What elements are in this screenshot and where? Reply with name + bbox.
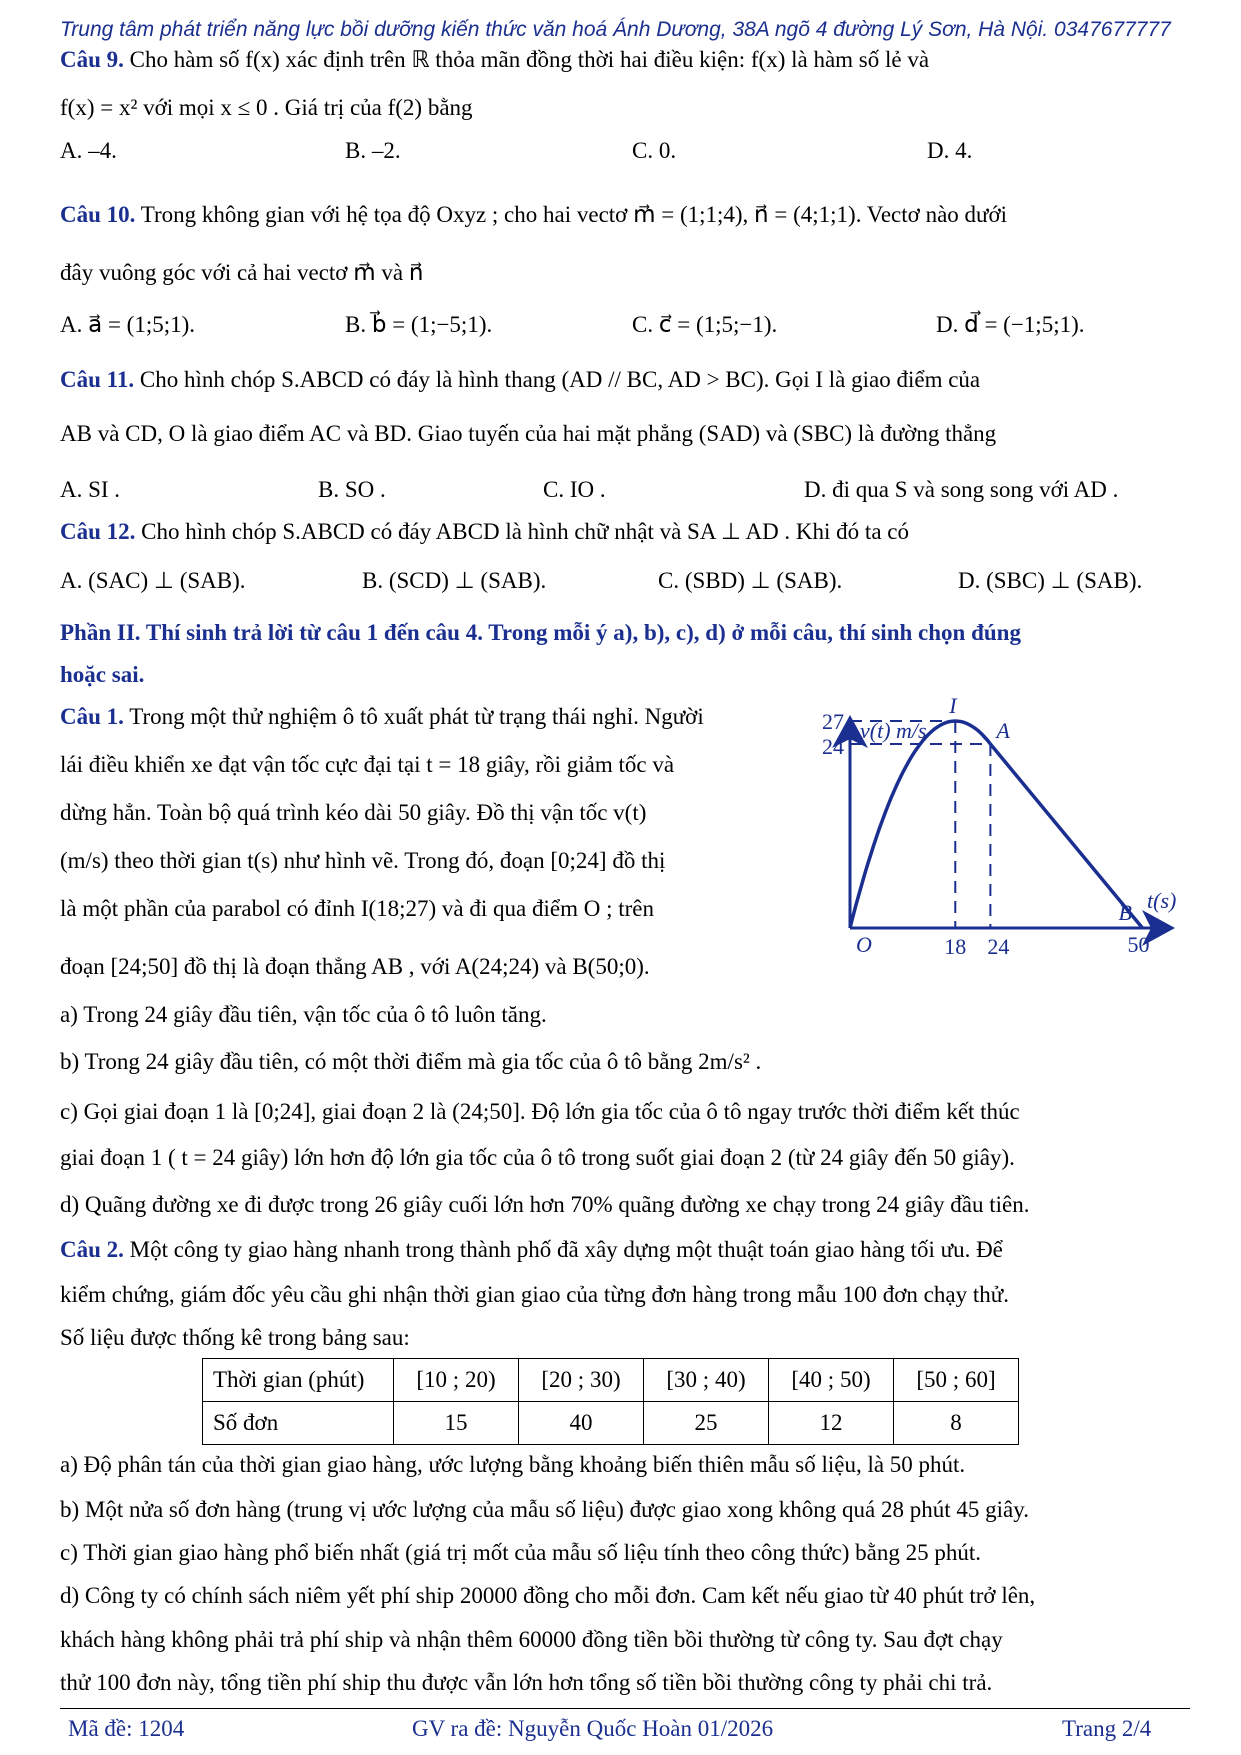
q10-option-c: C. c⃗ = (1;5;−1). — [632, 312, 778, 337]
table-cell: 15 — [394, 1402, 519, 1445]
q12-option-b: B. (SCD) ⊥ (SAB). — [362, 568, 547, 593]
point-i-label: I — [949, 693, 957, 718]
footer-exam-code: Mã đề: 1204 — [68, 1716, 185, 1741]
q10-option-a: A. a⃗ = (1;5;1). — [60, 312, 196, 337]
q12-line1 — [60, 517, 909, 547]
p2q1-label: Câu 1. — [60, 704, 124, 729]
table-header-cell: [20 ; 30) — [519, 1359, 644, 1402]
q9-option-a: A. –4. — [60, 138, 117, 163]
q11-option-d: D. đi qua S và song song với AD . — [804, 477, 1119, 502]
q10-label: Câu 10. — [60, 202, 136, 227]
p2q1-line4: (m/s) theo thời gian t(s) như hình vẽ. Trong đó, đoạn [0;24] đồ thị — [60, 848, 666, 873]
q11-text1: Cho hình chóp S.ABCD có đáy là hình thang (AD // BC, AD > BC). Gọi I là giao điểm của — [134, 367, 981, 392]
table-row — [203, 1402, 1019, 1445]
q12-option-a: A. (SAC) ⊥ (SAB). — [60, 568, 246, 593]
table-cell: 25 — [644, 1402, 769, 1445]
q10-option-d: D. d⃗ = (−1;5;1). — [936, 312, 1085, 337]
q11-line1 — [60, 365, 980, 395]
p2q2-item-b: b) Một nửa số đơn hàng (trung vị ước lượng của mẫu số liệu) được giao xong không quá 28 phút 45 giây. — [60, 1497, 1029, 1522]
q10-text1: Trong không gian với hệ tọa độ Oxyz ; cho hai vectơ m⃗ = (1;1;4), n⃗ = (4;1;1). Vectơ nào dưới — [135, 202, 1008, 227]
point-a-label: A — [996, 718, 1010, 743]
p2q1-item-a: a) Trong 24 giây đầu tiên, vận tốc của ô tô luôn tăng. — [60, 1002, 547, 1027]
graph-y-label: v(t) m/s — [860, 718, 927, 743]
part2-heading-line2: hoặc sai. — [60, 662, 145, 687]
point-b-label: B — [1118, 900, 1132, 925]
q10-option-b: B. b⃗ = (1;−5;1). — [345, 312, 493, 337]
table-header-cell: [10 ; 20) — [394, 1359, 519, 1402]
q11-label: Câu 11. — [60, 367, 135, 392]
footer-divider — [60, 1708, 1190, 1709]
table-header-cell: [30 ; 40) — [644, 1359, 769, 1402]
q9-option-b: B. –2. — [345, 138, 401, 163]
q12-option-c: C. (SBD) ⊥ (SAB). — [658, 568, 843, 593]
tick-label-50: 50 — [1127, 932, 1150, 957]
parabola-segment — [850, 721, 990, 928]
graph-x-label: t(s) — [1147, 888, 1177, 913]
q11-option-c: C. IO . — [543, 477, 606, 502]
p2q2-text1: Một công ty giao hàng nhanh trong thành phố đã xây dựng một thuật toán giao hàng tối ưu. Để — [123, 1237, 1003, 1262]
q11-option-b: B. SO . — [318, 477, 386, 502]
p2q2-item-c: c) Thời gian giao hàng phổ biến nhất (giá trị mốt của mẫu số liệu tính theo công thức) bằng 25 phút. — [60, 1540, 981, 1565]
p2q1-line5: là một phần của parabol có đỉnh I(18;27) và đi qua điểm O ; trên — [60, 896, 654, 921]
tick-label-x24: 24 — [987, 934, 1010, 959]
footer-page-number: Trang 2/4 — [1062, 1716, 1152, 1741]
tick-label-18: 18 — [944, 934, 967, 959]
q9-line2: f(x) = x² với mọi x ≤ 0 . Giá trị của f(2) bằng — [60, 95, 473, 120]
q10-line2: đây vuông góc với cả hai vectơ m⃗ và n⃗ — [60, 260, 424, 285]
p2q2-line2: kiểm chứng, giám đốc yêu cầu ghi nhận thời gian giao của từng đơn hàng trong mẫu 100 đơn chạy thử. — [60, 1282, 1009, 1307]
p2q1-line1 — [60, 702, 704, 732]
q12-text1: Cho hình chóp S.ABCD có đáy ABCD là hình chữ nhật và SA ⊥ AD . Khi đó ta có — [135, 519, 909, 544]
p2q1-line3: dừng hẳn. Toàn bộ quá trình kéo dài 50 giây. Đồ thị vận tốc v(t) — [60, 800, 647, 825]
q9-option-d: D. 4. — [927, 138, 973, 163]
table-row — [203, 1359, 1019, 1402]
q9-line1 — [60, 45, 929, 75]
table-cell: 12 — [769, 1402, 894, 1445]
p2q1-item-c2: giai đoạn 1 ( t = 24 giây) lớn hơn độ lớn gia tốc của ô tô trong suốt giai đoạn 2 (từ 24 giây đến 50 giây). — [60, 1145, 1015, 1170]
q12-option-d: D. (SBC) ⊥ (SAB). — [958, 568, 1143, 593]
p2q2-item-d1: d) Công ty có chính sách niêm yết phí ship 20000 đồng cho mỗi đơn. Cam kết nếu giao từ 40 phút trở lên, — [60, 1583, 1036, 1608]
table-header-cell: [40 ; 50) — [769, 1359, 894, 1402]
q9-label: Câu 9. — [60, 47, 124, 72]
page-header: Trung tâm phát triển năng lực bồi dưỡng kiến thức văn hoá Ánh Dương, 38A ngõ 4 đường Lý Sơn, Hà Nội. 0347677777 — [60, 18, 1171, 41]
table-cell: 40 — [519, 1402, 644, 1445]
p2q2-item-a: a) Độ phân tán của thời gian giao hàng, ước lượng bằng khoảng biến thiên mẫu số liệu, là 50 phút. — [60, 1452, 966, 1477]
tick-label-27: 27 — [822, 709, 844, 734]
q11-option-a: A. SI . — [60, 477, 121, 502]
p2q1-item-b: b) Trong 24 giây đầu tiên, có một thời điểm mà gia tốc của ô tô bằng 2m/s² . — [60, 1049, 762, 1074]
p2q1-item-d: d) Quãng đường xe đi được trong 26 giây cuối lớn hơn 70% quãng đường xe chạy trong 24 giây đầu tiên. — [60, 1192, 1030, 1217]
table-cell: 8 — [894, 1402, 1019, 1445]
q9-text1: Cho hàm số f(x) xác định trên ℝ thỏa mãn đồng thời hai điều kiện: f(x) là hàm số lẻ và — [123, 47, 930, 72]
q12-label: Câu 12. — [60, 519, 136, 544]
part2-heading-line1: Phần II. Thí sinh trả lời từ câu 1 đến câu 4. Trong mỗi ý a), b), c), d) ở mỗi câu, thí sinh chọn đúng — [60, 620, 1021, 645]
p2q1-line2: lái điều khiển xe đạt vận tốc cực đại tại t = 18 giây, rồi giảm tốc và — [60, 752, 675, 777]
table-header-cell: Thời gian (phút) — [203, 1359, 394, 1402]
frequency-table — [202, 1358, 1019, 1445]
p2q2-item-d2: khách hàng không phải trả phí ship và nhận thêm 60000 đồng tiền bồi thường từ công ty. Sau đợt chạy — [60, 1627, 1003, 1652]
p2q2-line3: Số liệu được thống kê trong bảng sau: — [60, 1325, 410, 1350]
velocity-graph — [800, 693, 1190, 960]
p2q2-line1 — [60, 1235, 1003, 1265]
table-header-cell: [50 ; 60] — [894, 1359, 1019, 1402]
q10-line1 — [60, 200, 1007, 230]
q11-line2: AB và CD, O là giao điểm AC và BD. Giao tuyến của hai mặt phẳng (SAD) và (SBC) là đường thẳng — [60, 421, 997, 446]
p2q2-item-d3: thử 100 đơn này, tổng tiền phí ship thu được vẫn lớn hơn tổng số tiền bồi thường công ty phải chi trả. — [60, 1670, 993, 1695]
origin-label: O — [856, 932, 872, 957]
tick-label-24: 24 — [822, 734, 844, 759]
p2q1-item-c1: c) Gọi giai đoạn 1 là [0;24], giai đoạn 2 là (24;50]. Độ lớn gia tốc của ô tô ngay trước thời điểm kết thúc — [60, 1099, 1020, 1124]
p2q1-text1: Trong một thử nghiệm ô tô xuất phát từ trạng thái nghỉ. Người — [123, 704, 704, 729]
p2q1-line6: đoạn [24;50] đồ thị là đoạn thẳng AB , với A(24;24) và B(50;0). — [60, 954, 650, 979]
footer-author: GV ra đề: Nguyễn Quốc Hoàn 01/2026 — [412, 1716, 774, 1741]
table-cell: Số đơn — [203, 1402, 394, 1445]
q9-option-c: C. 0. — [632, 138, 677, 163]
p2q2-label: Câu 2. — [60, 1237, 124, 1262]
